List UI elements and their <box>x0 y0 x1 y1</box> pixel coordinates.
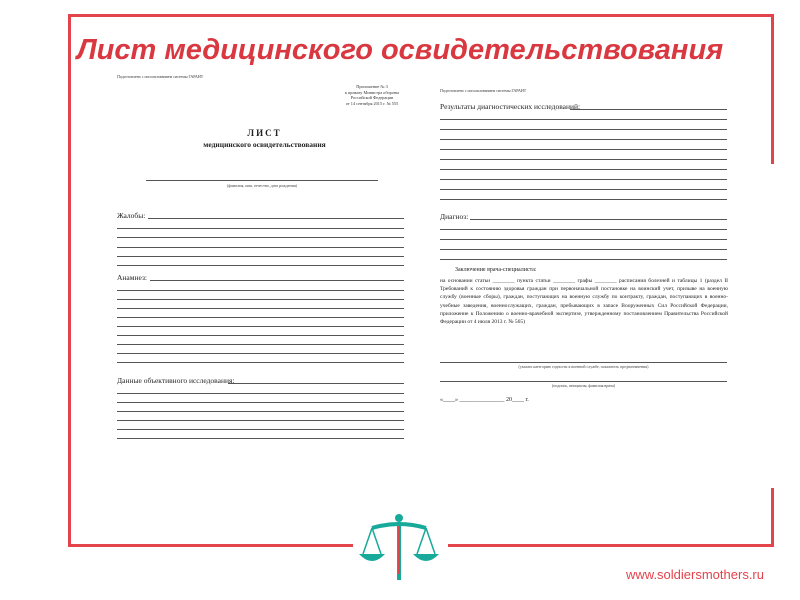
scales-logo-icon <box>354 512 444 584</box>
form-line <box>150 280 404 281</box>
form-line <box>228 383 404 384</box>
website-link[interactable]: www.soldiersmothers.ru <box>626 567 764 582</box>
form-line <box>117 247 404 248</box>
conclusion-paragraph: на основании статьи ________ пункта статьи ________ графы ________ расписания болезней и таблицы 1 (раздел II Требований к состоянию здоровья граждан при первоначальной постановке на воинский учет, призыве на военную службу (военные сборы), граждан, поступающих на военную службу по контракту, граждан, поступающих в военно-учебные заведения, военнослужащих, граждан, пребывающих в запасе Вооруженных Сил Российской Федерации, приложение к Положению о военно-врачебной экспертизе, утвержденному постановлением Правительства Российской Федерации от 4 июля 2013 г. № 565) <box>440 278 728 326</box>
category-line <box>440 362 727 363</box>
left-header-note: Подготовлено с использованием системы ГАРАНТ <box>117 74 204 79</box>
form-line <box>117 420 404 421</box>
frame-top-border <box>68 14 774 17</box>
annex-line-3: Российской Федерации <box>350 95 394 101</box>
form-line <box>440 129 727 130</box>
frame-bottom-border-right <box>448 544 774 547</box>
annex-line-4: от 14 сентября 2015 г. № 555 <box>345 100 399 106</box>
form-line <box>117 265 404 266</box>
form-line <box>117 237 404 238</box>
form-line <box>117 344 404 345</box>
form-line <box>440 259 727 260</box>
form-line <box>117 299 404 300</box>
form-line <box>440 119 727 120</box>
form-line <box>440 149 727 150</box>
complaints-label: Жалобы: <box>117 211 146 220</box>
form-line <box>117 290 404 291</box>
diagnostic-results-label: Результаты диагностических исследований: <box>440 102 581 111</box>
objective-exam-label: Данные объективного исследования: <box>117 376 235 385</box>
slide-title: Лист медицинского освидетельствования <box>76 34 724 66</box>
date-line: «____» _______________ 20____ г. <box>440 397 529 403</box>
name-line <box>146 180 378 181</box>
form-line <box>440 189 727 190</box>
form-line <box>440 229 727 230</box>
form-line <box>440 179 727 180</box>
frame-right-border-bottom <box>771 488 774 547</box>
form-line <box>117 256 404 257</box>
form-line <box>117 335 404 336</box>
form-line <box>440 169 727 170</box>
document-heading: ЛИСТ <box>247 128 282 138</box>
form-line <box>117 362 404 363</box>
form-line <box>117 393 404 394</box>
annex-line-1: Приложение № 3 <box>356 84 388 89</box>
form-line <box>470 219 727 220</box>
signature-line <box>440 381 727 382</box>
category-caption: (указать категорию годности к военной службе, показатель предназначения) <box>518 364 649 369</box>
form-line <box>117 438 404 439</box>
form-line <box>117 353 404 354</box>
anamnesis-label: Анамнез: <box>117 273 147 282</box>
frame-bottom-border <box>68 544 353 547</box>
annex-block <box>332 84 412 106</box>
form-line <box>440 249 727 250</box>
signature-caption: (подпись, инициалы, фамилия врача) <box>551 383 616 388</box>
diagnosis-label: Диагноз: <box>440 212 469 221</box>
name-caption: (фамилия, имя, отчество, дата рождения) <box>226 183 298 188</box>
frame-left-border <box>68 14 71 547</box>
form-line <box>117 429 404 430</box>
form-line <box>570 109 727 110</box>
form-line <box>117 317 404 318</box>
conclusion-label: Заключение врача-специалиста: <box>455 267 537 273</box>
form-line <box>148 218 404 219</box>
form-line <box>440 159 727 160</box>
form-line <box>440 239 727 240</box>
form-line <box>117 308 404 309</box>
form-line <box>117 228 404 229</box>
annex-line-2: к приказу Министра обороны <box>344 89 400 95</box>
form-line <box>117 326 404 327</box>
form-line <box>117 402 404 403</box>
form-line <box>440 199 727 200</box>
right-header-note: Подготовлено с использованием системы ГАРАНТ <box>440 88 527 93</box>
form-line <box>117 411 404 412</box>
form-line <box>440 139 727 140</box>
document-subheading: медицинского освидетельствования <box>203 140 326 149</box>
